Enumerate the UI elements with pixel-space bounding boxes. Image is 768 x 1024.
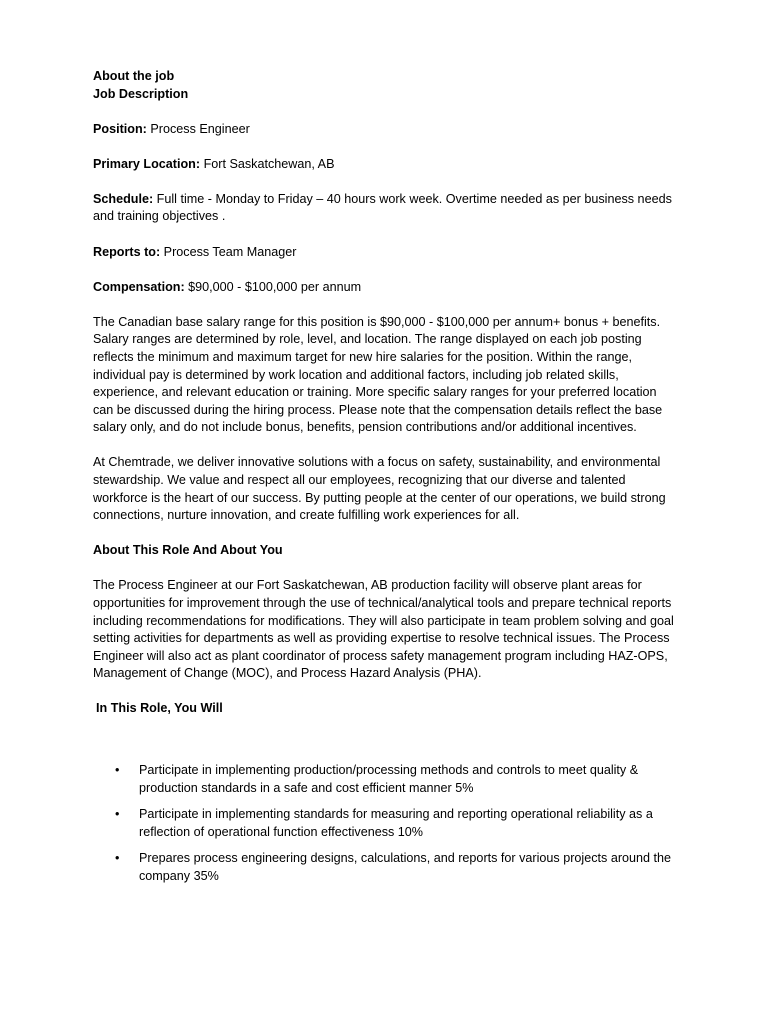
reports-to-label: Reports to: xyxy=(93,244,161,259)
compensation-value: $90,000 - $100,000 per annum xyxy=(184,279,362,294)
job-description-document xyxy=(93,68,678,895)
location-label: Primary Location: xyxy=(93,156,201,171)
location-field xyxy=(93,156,678,174)
list-item xyxy=(93,806,678,841)
list-item xyxy=(93,762,678,797)
bullet-icon: • xyxy=(115,763,120,778)
schedule-label: Schedule: xyxy=(93,191,154,206)
responsibilities-list xyxy=(93,762,678,886)
list-item-text: Participate in implementing standards for measuring and reporting operational reliability as a reflection of operational function effectiveness 10% xyxy=(139,807,653,839)
bullet-icon: • xyxy=(115,851,120,866)
list-item-text: Participate in implementing production/processing methods and controls to meet quality & production standards in a safe and cost efficient manner 5% xyxy=(139,763,639,795)
role-heading: About This Role And About You xyxy=(93,543,283,558)
salary-paragraph: The Canadian base salary range for this position is $90,000 - $100,000 per annum+ bonus + benefits. Salary ranges are determined by role, level, and location. The range displayed on each job posting reflects the minimum and maximum target for new hire salaries for the position. Within the range, individual pay is determined by work location and additional factors, including job related skills, experience, and relevant education or training. More specific salary ranges for your preferred location can be discussed during the hiring process. Please note that the compensation details reflect the base salary only, and do not include bonus, benefits, pension contributions and/or additional incentives. xyxy=(93,314,663,435)
compensation-label: Compensation: xyxy=(93,279,185,294)
in-this-role-heading: In This Role, You Will xyxy=(96,701,223,716)
reports-to-value: Process Team Manager xyxy=(160,244,297,259)
compensation-field xyxy=(93,279,678,297)
list-item-text: Prepares process engineering designs, calculations, and reports for various projects around the company 35% xyxy=(139,851,672,883)
bullet-icon: • xyxy=(115,807,120,822)
position-field xyxy=(93,121,678,139)
position-value: Process Engineer xyxy=(146,121,250,136)
schedule-value: Full time - Monday to Friday – 40 hours work week. Overtime needed as per business needs and training objectives . xyxy=(93,191,672,224)
job-description-heading: Job Description xyxy=(93,86,189,101)
company-paragraph: At Chemtrade, we deliver innovative solutions with a focus on safety, sustainability, and environmental stewardship. We value and respect all our employees, recognizing that our diverse and talented workforce is the heart of our success. By putting people at the center of our operations, we build strong connections, nurture innovation, and create fulfilling work experiences for all. xyxy=(93,455,666,523)
location-value: Fort Saskatchewan, AB xyxy=(200,156,335,171)
role-paragraph: The Process Engineer at our Fort Saskatchewan, AB production facility will observe plant areas for opportunities for improvement through the use of technical/analytical tools and prepare technical reports including recommendations for modifications. They will also participate in team problem solving and goal setting activities for departments as well as providing expertise to resolve technical issues. The Process Engineer will also act as plant coordinator of process safety management program including HAZ-OPS, Management of Change (MOC), and Process Hazard Analysis (PHA). xyxy=(93,578,674,681)
reports-to-field xyxy=(93,244,678,262)
position-label: Position: xyxy=(93,121,147,136)
about-job-heading: About the job xyxy=(93,69,175,83)
schedule-field xyxy=(93,191,678,226)
list-item xyxy=(93,850,678,885)
